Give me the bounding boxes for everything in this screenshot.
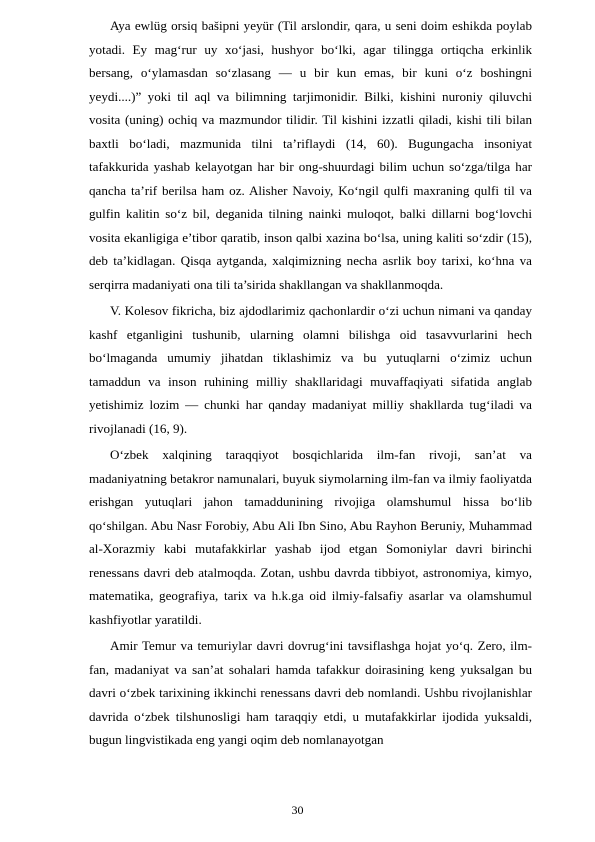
body-text	[89, 14, 532, 752]
paragraph-3: O‘zbek xalqining taraqqiyot bosqichlarida ilm-fan rivoji, san’at va madaniyatning betakror namunalari, buyuk siymolarning ilm-fan va ilmiy faoliyatda erishgan yutuqlari jahon tamaddunining rivojiga olamshumul hissa bo‘lib qo‘shilgan. Abu Nasr Forobiy, Abu Ali Ibn Sino, Abu Rayhon Beruniy, Muhammad al-Xorazmiy kabi mutafakkirlar yashab ijod etgan Somoniylar davri birinchi renessans davri deb atalmoqda. Zotan, ushbu davrda tibbiyot, astronomiya, kimyo, matematika, geografiya, tarix va h.k.ga oid ilmiy-falsafiy asarlar va olamshumul kashfiyotlar yaratildi.	[89, 447, 532, 627]
paragraph-1: Aya ewlüg orsiq bašipni yeyür (Til arslondir, qara, u seni doim eshikda poylab yotadi. Ey mag‘rur uy xo‘jasi, hushyor bo‘lki, agar tilingga ortiqcha erkinlik bersang, o‘ylamasdan so‘zlasang — u bir kun emas, bir kuni o‘z boshingni yeydi....)” yoki til aql va bilimning tarjimonidir. Bilki, kishini nuroniy qiluvchi vosita (uning) ochiq va mazmundor tilidir. Til kishini izzatli qiladi, kishi tili bilan baxtli bo‘ladi, mazmunida tilni ta’riflaydi (14, 60). Bugungacha insoniyat tafakkurida yashab kelayotgan har bir ong-shuurdagi bilim uchun so‘zga/tilga har qancha ta’rif berilsa ham oz. Alisher Navoiy, Ko‘ngil qulfi maxraning qulfi til va gulfin kalitin so‘z bil, deganida tilning nainki muloqot, balki dillarni bog‘lovchi vosita ekanligiga e’tibor qaratib, inson qalbi xazina bo‘lsa, uning kaliti so‘zdir (15), deb ta’kidlagan. Qisqa aytganda, xalqimizning necha asrlik boy tarixi, ko‘hna va serqirra madaniyati ona tili ta’sirida shakllangan va shakllanmoqda.	[89, 18, 532, 292]
paragraph-2: V. Kolesov fikricha, biz ajdodlarimiz qachonlardir o‘zi uchun nimani va qanday kashf etganligini tushunib, ularning olamni bilishga oid tasavvurlarini hech bo‘lmaganda umumiy jihatdan tiklashimiz va bu yutuqlarni o‘zimiz uchun tamaddun va inson ruhining milliy shakllaridagi muvaffaqiyati sifatida anglab yetishimiz lozim — chunki har qanday madaniyat milliy shakllarda tug‘iladi va rivojlanadi (16, 9).	[89, 303, 532, 436]
paragraph-4: Amir Temur va temuriylar davri dovrug‘ini tavsiflashga hojat yo‘q. Zero, ilm-fan, madaniyat va san’at sohalari hamda tafakkur doirasining keng yuksalgan bu davri o‘zbek tarixining ikkinchi renessans davri deb nomlandi. Ushbu rivojlanishlar davrida o‘zbek tilshunosligi ham taraqqiy etdi, u mutafakkirlar ijodida yuksaldi, bugun lingvistikada eng yangi oqim deb nomlanayotgan	[89, 638, 532, 747]
page-number: 30	[291, 803, 304, 817]
